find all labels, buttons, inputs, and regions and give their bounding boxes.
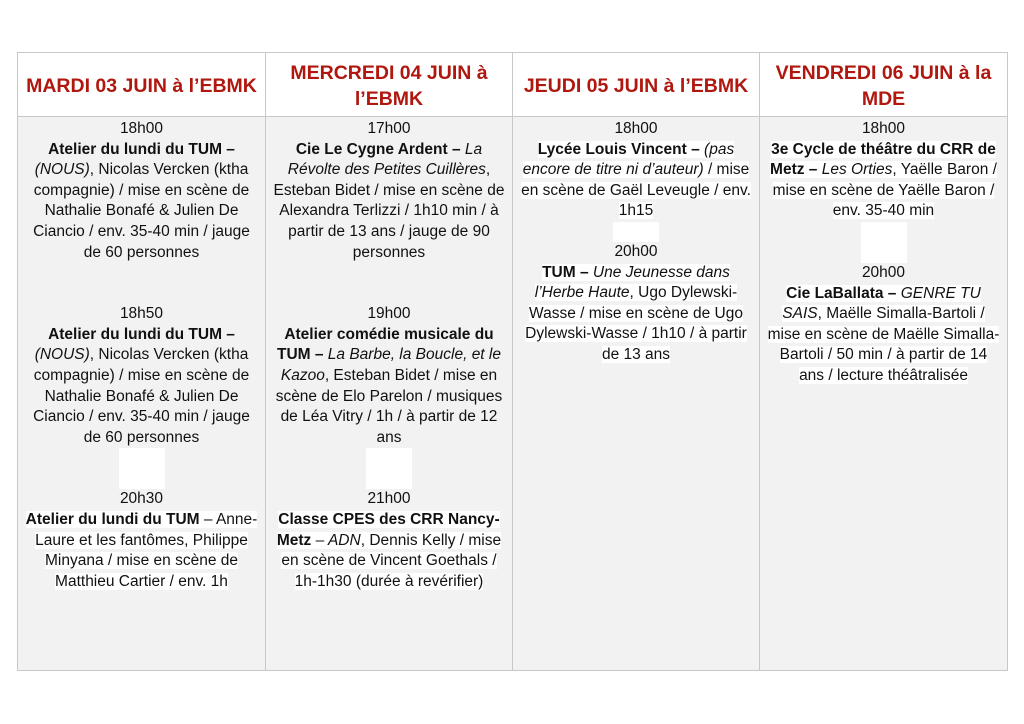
event-details: / mise en scène de Gaël Leveugle / env. 1h15: [521, 161, 751, 220]
event-item: [766, 263, 1001, 387]
spacer: [861, 222, 907, 263]
event-item: [24, 489, 259, 592]
event-time: 18h50: [119, 305, 164, 323]
day-cell-wednesday: [266, 117, 513, 671]
event-title: Les Orties: [817, 161, 893, 179]
event-item: [519, 242, 753, 366]
event-title: (NOUS): [34, 346, 90, 364]
event-time: 21h00: [367, 490, 411, 508]
event-title: Une Jeunesse dans l’Herbe Haute: [534, 263, 730, 302]
event-item: [272, 489, 506, 592]
day-cell-tuesday: [18, 117, 266, 671]
event-company: Atelier du lundi du TUM: [25, 510, 200, 528]
event-time: 19h00: [367, 305, 411, 323]
event-details: , Maëlle Simalla-Bartoli / mise en scène de Maëlle Simalla- Bartoli / 50 min / à partir de 14 ans / lecture théâtralisée: [767, 305, 1000, 384]
event-time: 18h00: [119, 120, 164, 137]
event-details: , Nicolas Vercken (ktha compagnie) / mise en scène de Nathalie Bonafé & Julien De Ciancio / env. 35-40 min / jauge de 60 personnes: [33, 161, 250, 261]
spacer: [24, 263, 259, 304]
day-cell-thursday: [513, 117, 760, 671]
event-item: [24, 119, 259, 263]
event-company: 3e Cycle de théâtre du CRR de Metz –: [770, 140, 996, 179]
day-cell-friday: [760, 117, 1008, 671]
day-header-tuesday: MARDI 03 JUIN à l’EBMK: [18, 53, 266, 117]
event-company: Atelier du lundi du TUM –: [48, 140, 235, 158]
event-time: 20h30: [119, 490, 164, 508]
event-title: La Barbe, la Boucle, et le Kazoo: [280, 346, 501, 384]
schedule-table: [17, 52, 1008, 671]
event-details: , Dennis Kelly / mise en scène de Vincent Goethals / 1h-1h30 (durée à revérifier): [281, 531, 502, 590]
event-details: – Anne-Laure et les fantômes, Philippe Minyana / mise en scène de Matthieu Cartier / env. 1h: [35, 510, 258, 590]
event-company: Cie LaBallata –: [786, 284, 897, 302]
event-item: [519, 119, 753, 222]
event-details: , Ugo Dylewski-Wasse / mise en scène de Ugo Dylewski-Wasse / 1h10 / à partir de 13 ans: [525, 284, 747, 363]
event-title: (NOUS): [34, 161, 90, 179]
events-row: [18, 117, 1008, 671]
event-details: , Yaëlle Baron / mise en scène de Yaëlle Baron / env. 35-40 min: [772, 161, 997, 220]
day-header-thursday: JEUDI 05 JUIN à l’EBMK: [513, 53, 760, 117]
event-item: [766, 119, 1001, 222]
header-row: [18, 53, 1008, 117]
event-details: , Esteban Bidet / mise en scène de Elo Parelon / musiques de Léa Vitry / 1h / à partir de 12 ans: [275, 366, 503, 446]
event-item: [24, 304, 259, 448]
event-details: , Esteban Bidet / mise en scène de Alexandra Terlizzi / 1h10 min / à partir de 13 ans / jauge de 90 personnes: [273, 161, 505, 261]
event-title: – ADN: [311, 531, 361, 549]
event-company: Cie Le Cygne Ardent –: [295, 140, 461, 158]
event-title: GENRE TU SAIS: [782, 284, 981, 323]
event-company: Atelier comédie musicale du TUM –: [276, 325, 494, 364]
event-item: [272, 304, 506, 448]
event-title: (pas encore de titre ni d’auteur): [522, 140, 735, 179]
event-item: [272, 119, 506, 263]
event-time: 17h00: [367, 120, 411, 137]
spacer: [119, 448, 165, 489]
event-time: 20h00: [861, 263, 906, 281]
event-company: Lycée Louis Vincent –: [537, 140, 700, 158]
event-company: Atelier du lundi du TUM –: [48, 325, 235, 343]
event-time: 18h00: [861, 120, 906, 137]
day-header-friday: VENDREDI 06 JUIN à la MDE: [760, 53, 1008, 117]
event-company: Classe CPES des CRR Nancy-Metz: [276, 510, 500, 549]
event-time: 18h00: [614, 120, 658, 137]
event-details: , Nicolas Vercken (ktha compagnie) / mise en scène de Nathalie Bonafé & Julien De Ciancio / env. 35-40 min / jauge de 60 personnes: [33, 346, 250, 446]
day-header-wednesday: MERCREDI 04 JUIN à l’EBMK: [266, 53, 513, 117]
event-company: TUM –: [542, 263, 589, 281]
event-time: 20h00: [614, 242, 658, 260]
spacer: [272, 263, 506, 304]
spacer: [366, 448, 412, 489]
event-title: La Révolte des Petites Cuillères: [287, 140, 486, 179]
spacer: [613, 222, 659, 242]
